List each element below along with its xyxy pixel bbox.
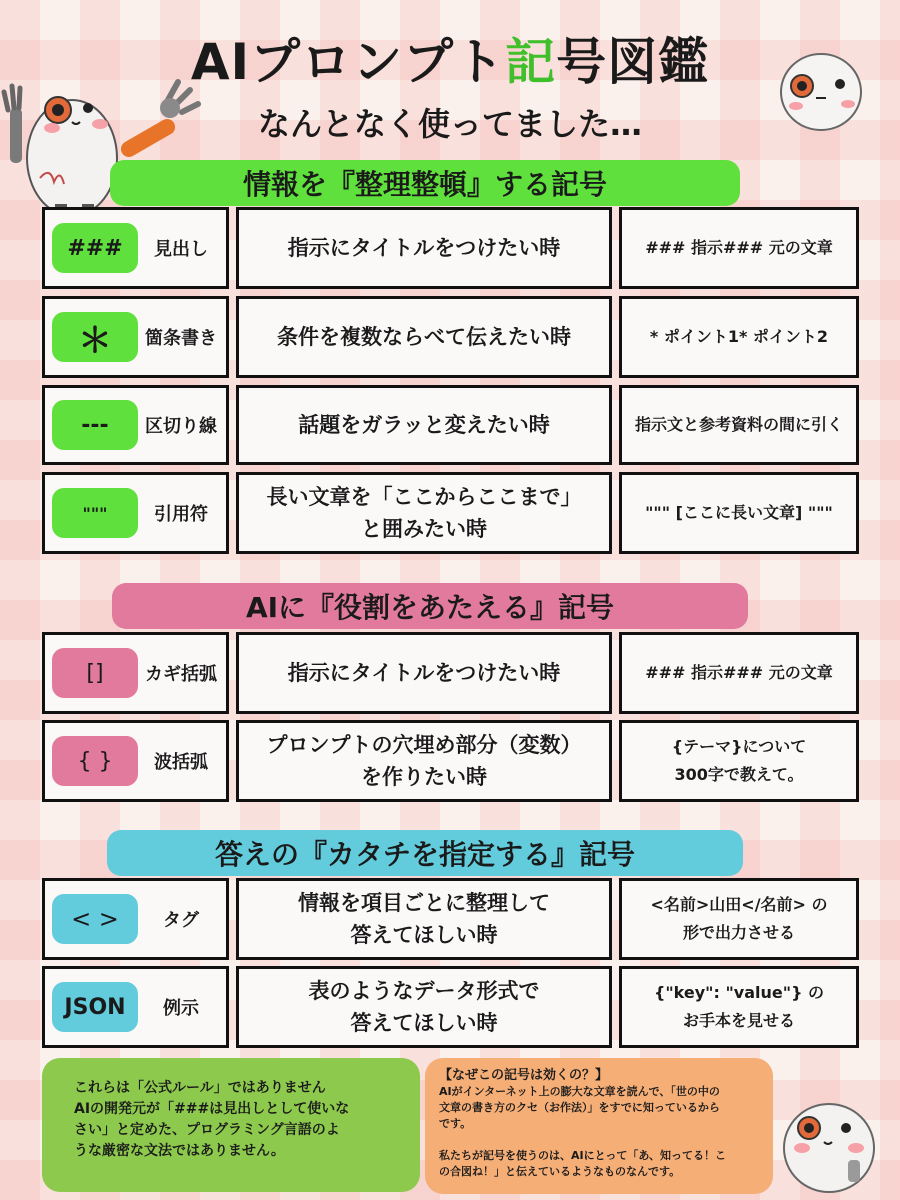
example-cell: [619, 878, 859, 960]
page-subtitle: なんとなく使ってました…: [257, 105, 642, 143]
symbol-cell: [42, 207, 229, 289]
example-text: お手本を見せる: [682, 1011, 795, 1030]
note-line: うな厳密な文法ではありません。: [74, 1143, 285, 1159]
example-text: 300字で教えて。: [674, 765, 804, 784]
use-case-cell: [236, 472, 612, 554]
example-text: ### 指示### 元の文章: [645, 663, 833, 682]
symbol-cell: [42, 385, 229, 465]
note-spacer: [439, 1132, 765, 1148]
example-text: """ [ここに長い文章] """: [645, 503, 833, 522]
example-text: 指示文と参考資料の間に引く: [634, 415, 843, 434]
example-cell: [619, 472, 859, 554]
example-text: <名前>山田</名前> の: [650, 895, 828, 914]
symbol-name: 波括弧: [154, 752, 208, 773]
use-case-text: 答えてほしい時: [350, 923, 498, 947]
use-case-text: と囲みたい時: [361, 517, 487, 541]
symbol-name: 引用符: [154, 504, 208, 525]
note-line: AIがインターネット上の膨大な文章を読んで、「世の中の: [439, 1085, 720, 1098]
use-case-text: プロンプトの穴埋め部分（変数）: [266, 733, 582, 757]
example-cell: [619, 632, 859, 714]
symbol-name: タグ: [163, 910, 199, 931]
symbol-name: 区切り線: [145, 416, 217, 437]
example-cell: [619, 966, 859, 1048]
explanation-note: [425, 1058, 773, 1194]
symbol-badge: ---: [52, 400, 138, 450]
use-case-cell: [236, 207, 612, 289]
use-case-cell: [236, 878, 612, 960]
use-case-cell: [236, 966, 612, 1048]
note-line: です。: [439, 1117, 472, 1130]
symbol-badge: JSON: [52, 982, 138, 1032]
symbol-badge: ###: [52, 223, 138, 273]
use-case-text: 長い文章を「ここからここまで」: [266, 485, 582, 509]
symbol-badge: < >: [52, 894, 138, 944]
symbol-cell: [42, 472, 229, 554]
example-text: * ポイント1* ポイント2: [649, 327, 829, 346]
section-banner-role: AIに『役割をあたえる』記号: [112, 583, 748, 629]
use-case-text: 答えてほしい時: [350, 1011, 498, 1035]
symbol-name: 箇条書き: [145, 328, 217, 349]
example-text: {テーマ}について: [671, 737, 807, 756]
section-banner-format: 答えの『カタチを指定する』記号: [107, 830, 743, 876]
note-line: 文章の書き方のクセ（お作法）」をすでに知っているから: [439, 1101, 720, 1114]
note-line: これらは「公式ルール」ではありません: [74, 1080, 326, 1096]
title-accent: 記: [505, 33, 557, 91]
symbol-cell: [42, 720, 229, 802]
example-cell: [619, 720, 859, 802]
example-cell: [619, 296, 859, 378]
robot-face-illustration: [778, 48, 864, 134]
symbol-badge: { }: [52, 736, 138, 786]
symbol-badge: ＊: [52, 312, 138, 362]
symbol-name: カギ括弧: [145, 664, 217, 685]
symbol-badge: []: [52, 648, 138, 698]
symbol-cell: [42, 966, 229, 1048]
symbol-name: 例示: [163, 998, 199, 1019]
example-cell: [619, 207, 859, 289]
note-line: の合図ね！」と伝えているようなものなんです。: [439, 1165, 681, 1178]
note-heading: 【なぜこの記号は効くの？】: [439, 1068, 609, 1083]
use-case-text: を作りたい時: [361, 765, 487, 789]
note-line: AIの開発元が「###は見出しとして使いな: [74, 1101, 350, 1117]
use-case-text: 話題をガラッと変えたい時: [298, 413, 550, 437]
section-banner-organize: 情報を『整理整頓』する記号: [110, 160, 740, 206]
use-case-cell: [236, 296, 612, 378]
title-prefix: AIプロンプト: [190, 33, 506, 91]
note-line: さい」と定めた、プログラミング言語のよ: [74, 1122, 340, 1138]
example-text: 形で出力させる: [682, 923, 795, 942]
use-case-text: 表のようなデータ形式で: [308, 979, 540, 1003]
symbol-cell: [42, 632, 229, 714]
use-case-text: 指示にタイトルをつけたい時: [287, 661, 561, 685]
symbol-cell: [42, 296, 229, 378]
title-suffix: 号図鑑: [556, 33, 710, 91]
use-case-text: 条件を複数ならべて伝えたい時: [277, 325, 571, 349]
use-case-text: 情報を項目ごとに整理して: [298, 891, 550, 915]
use-case-cell: [236, 720, 612, 802]
symbol-badge: """: [52, 488, 138, 538]
disclaimer-note: [42, 1058, 420, 1192]
use-case-cell: [236, 385, 612, 465]
symbol-cell: [42, 878, 229, 960]
example-cell: [619, 385, 859, 465]
example-text: ### 指示### 元の文章: [645, 238, 833, 257]
symbol-name: 見出し: [154, 239, 208, 260]
example-text: {"key": "value"} の: [653, 983, 825, 1002]
use-case-cell: [236, 632, 612, 714]
use-case-text: 指示にタイトルをつけたい時: [287, 236, 561, 260]
note-line: 私たちが記号を使うのは、AIにとって「あ、知ってる！こ: [439, 1149, 726, 1162]
robot-sitting-illustration: [774, 1086, 884, 1196]
